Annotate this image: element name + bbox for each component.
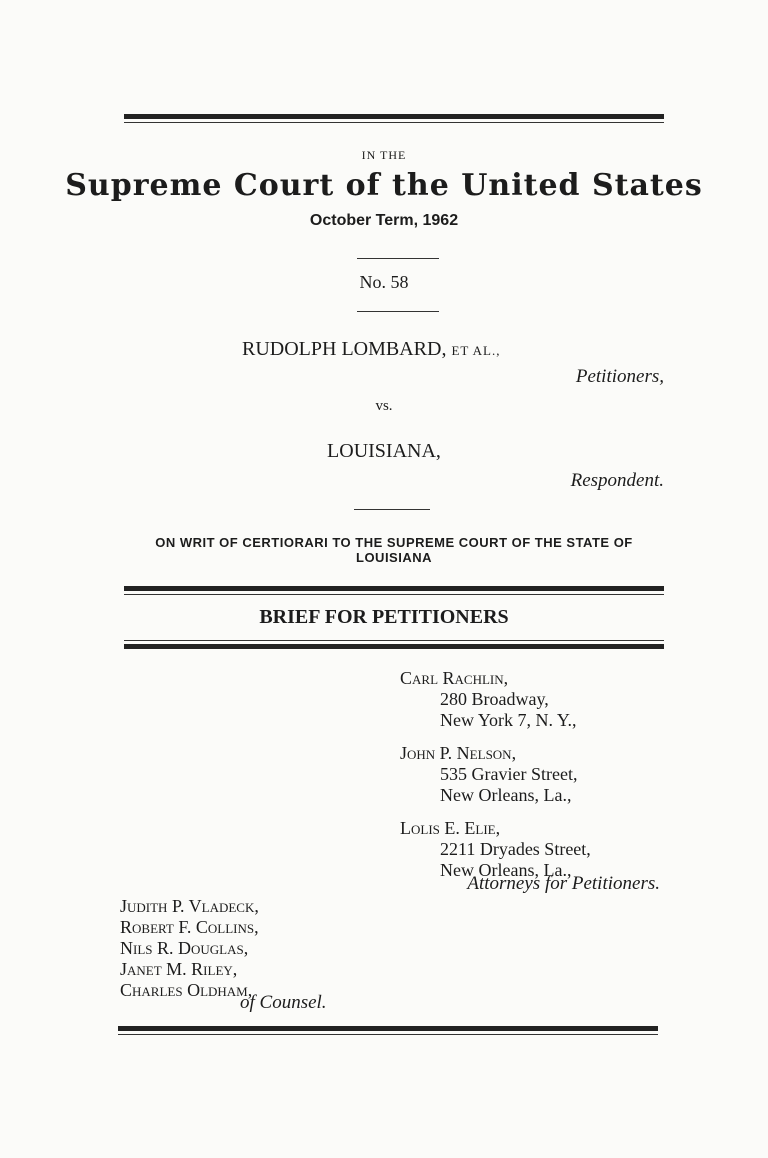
court-term: October Term, 1962 (309, 212, 459, 229)
docket-rule-bottom (357, 311, 439, 312)
attorney-address-line: New Orleans, La., (440, 860, 572, 880)
counsel-name: Robert F. Collins, (120, 917, 259, 937)
brief-thin-rule-bottom (124, 640, 664, 641)
brief-thin-rule-top (124, 594, 664, 595)
counsel-role: of Counsel. (240, 992, 327, 1013)
attorney-name: John P. Nelson, (400, 743, 517, 763)
counsel-name: Janet M. Riley, (120, 959, 238, 979)
attorney-entry (400, 818, 591, 881)
top-thin-rule (124, 122, 664, 123)
attorney-address-line: New York 7, N. Y., (440, 710, 577, 730)
in-the-label: IN THE (361, 148, 407, 162)
top-heavy-rule (124, 114, 664, 119)
petitioner-name-text: RUDOLPH LOMBARD, (242, 338, 447, 360)
docket-number: No. 58 (359, 272, 409, 292)
court-name: Supreme Court of the United States (65, 168, 703, 203)
attorney-entry (400, 743, 591, 806)
brief-heavy-rule-bottom (124, 644, 664, 649)
brief-title: BRIEF FOR PETITIONERS (259, 606, 509, 628)
counsel-block (120, 896, 259, 1001)
respondent-name: LOUISIANA, (327, 440, 441, 462)
respondent-role: Respondent. (570, 470, 664, 491)
footer-thin-rule (118, 1034, 658, 1035)
attorney-address-line: New Orleans, La., (440, 785, 572, 805)
counsel-name: Nils R. Douglas, (120, 938, 249, 958)
counsel-name: Charles Oldham, (120, 980, 253, 1000)
writ-statement: ON WRIT OF CERTIORARI TO THE SUPREME COURT OF THE STATE OF LOUISIANA (155, 535, 633, 565)
attorney-name: Carl Rachlin, (400, 668, 509, 688)
footer-heavy-rule (118, 1026, 658, 1031)
attorney-address-line: 280 Broadway, (440, 689, 549, 709)
attorney-address-line: 2211 Dryades Street, (440, 839, 591, 859)
attorney-address-line: 535 Gravier Street, (440, 764, 578, 784)
attorneys-block (400, 668, 591, 893)
attorney-entry (400, 668, 591, 731)
attorney-name: Lolis E. Elie, (400, 818, 501, 838)
counsel-name: Judith P. Vladeck, (120, 896, 259, 916)
versus-label: vs. (375, 398, 393, 414)
attorneys-role: Attorneys for Petitioners. (467, 873, 660, 894)
writ-separator-rule (354, 509, 430, 510)
docket-rule-top (357, 258, 439, 259)
petitioner-name (242, 338, 500, 361)
petitioner-role: Petitioners, (575, 366, 664, 387)
brief-heavy-rule-top (124, 586, 664, 591)
petitioner-etal: ET AL., (451, 343, 501, 358)
